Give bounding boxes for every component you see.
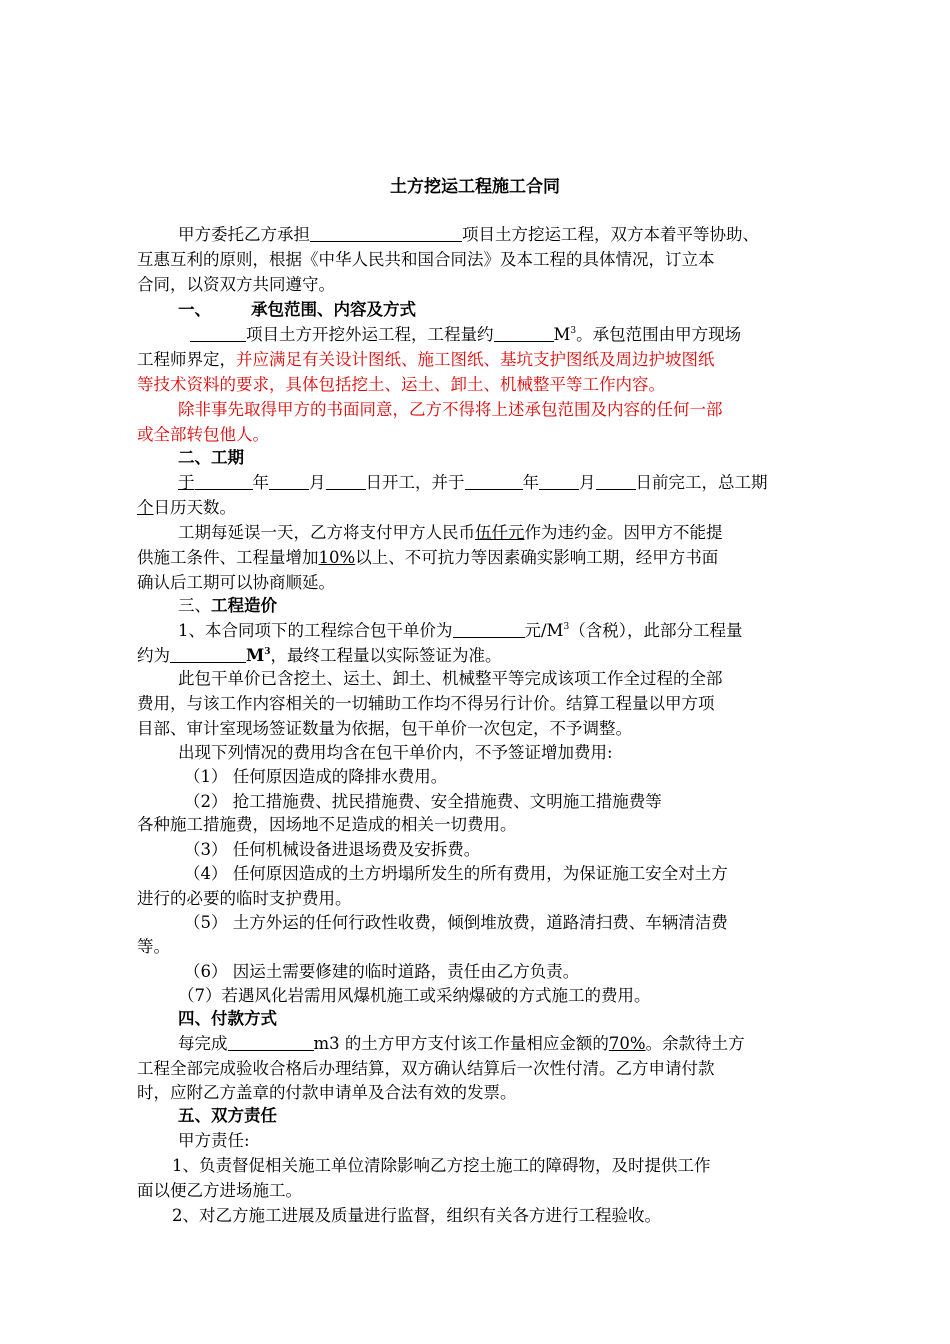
section-2-line-2: 个日历天数。 [137,498,236,517]
section-1-line-2: 工程师界定，并应满足有关设计图纸、施工图纸、基坑支护图纸及周边护坡图纸 [137,350,715,369]
section-2-para-2-line-3: 确认后工期可以协商顺延。 [137,573,335,592]
section-3-item-7: （7）若遇风化岩需用风爆机施工或采纳爆破的方式施工的费用。 [178,986,651,1005]
section-3-heading: 三、工程造价 [178,596,277,615]
section-3-item-5-line-2: 等。 [137,937,170,956]
section-3-line-1: 1、本合同项下的工程综合包干单价为 元$/M^3$（含税），此部分工程量 [178,621,743,640]
section-3-line-2: 约为 $M^3$，最终工程量以实际签证为准。 [137,646,502,665]
section-3-item-2-line-2: 各种施工措施费，因场地不足造成的相关一切费用。 [137,815,517,834]
intro-line-2: 互惠互利的原则，根据《中华人民共和国合同法》及本工程的具体情况，订立本 [137,250,715,269]
section-3-item-1: （1） 任何原因造成的降排水费用。 [184,767,448,786]
section-2-heading: 二、工期 [178,448,244,467]
intro-line-3: 合同，以资双方共同遵守。 [137,275,335,294]
section-1-line-5: 或全部转包他人。 [137,425,269,444]
project-blank [190,323,246,342]
section-3-para-2-line-1: 此包干单价已含挖土、运土、卸土、机械整平等完成该项工作全过程的全部 [178,669,723,688]
section-4-line-2: 工程全部完成验收合格后办理结算，双方确认结算后一次性付清。乙方申请付款 [137,1059,715,1078]
section-1-heading: 一、 承包范围、内容及方式 [178,300,416,319]
section-1-line-4: 除非事先取得甲方的书面同意，乙方不得将上述承包范围及内容的任何一部 [178,400,723,419]
volume-blank [170,644,246,663]
section-2-para-2-line-2: 供施工条件、工程量增加10%以上、不可抗力等因素确实影响工期，经甲方书面 [137,548,719,567]
section-3-para-2-line-2: 费用，与该工作内容相关的一切辅助工作均不得另行计价。结算工程量以甲方项 [137,694,715,713]
section-3-item-4-line-1: （4） 任何原因造成的土方坍塌所发生的所有费用，为保证施工安全对土方 [184,864,728,883]
section-3-item-2-line-1: （2） 抢工措施费、扰民措施费、安全措施费、文明施工措施费等 [184,792,662,811]
party-a-duty-2: 2、对乙方施工进展及质量进行监督，组织有关各方进行工程验收。 [172,1206,661,1225]
section-3-item-6: （6） 因运土需要修建的临时道路，责任由乙方负责。 [184,962,580,981]
section-1-line-1: 项目土方开挖外运工程，工程量约 $M^3$。承包范围由甲方现场 [190,323,820,347]
party-a-duty-1-line-2: 面以便乙方进场施工。 [137,1181,302,1200]
party-a-duty-1-line-1: 1、负责督促相关施工单位清除影响乙方挖土施工的障碍物，及时提供工作 [172,1156,711,1175]
intro-line-1: 甲方委托乙方承担 项目土方挖运工程，双方本着平等协助、 [178,225,759,244]
unit-price-blank [453,619,525,638]
section-4-line-3: 时，应附乙方盖章的付款申请单及合法有效的发票。 [137,1083,517,1102]
document-title: 土方挖运工程施工合同 [390,177,560,197]
section-5-heading: 五、双方责任 [178,1106,277,1125]
section-3-item-5-line-1: （5） 土方外运的任何行政性收费，倾倒堆放费，道路清扫费、车辆清洁费 [184,913,728,932]
quantity-blank [494,323,554,342]
section-3-para-2-line-3: 目部、审计室现场签证数量为依据，包干单价一次包定，不予调整。 [137,719,632,738]
section-3-item-4-line-2: 进行的必要的临时支护费用。 [137,889,352,908]
party-a-heading: 甲方责任: [178,1131,250,1150]
section-4-heading: 四、付款方式 [178,1009,277,1028]
section-3-para-3: 出现下列情况的费用均含在包干单价内，不予签证增加费用: [178,743,613,762]
section-1-line-3: 等技术资料的要求，具体包括挖土、运土、卸土、机械整平等工作内容。 [137,375,665,394]
section-4-line-1: 每完成 m3 的土方甲方支付该工作量相应金额的70%。余款待土方 [178,1034,745,1053]
section-3-item-3: （3） 任何机械设备进退场费及安拆费。 [184,840,481,859]
section-2-line-1: 于 年 月 日开工，并于 年 月 日前完工，总工期 [178,473,768,492]
volume-installment-blank [228,1032,314,1051]
section-2-para-2-line-1: 工期每延误一天，乙方将支付甲方人民币伍仟元作为违约金。因甲方不能提 [178,523,723,542]
project-name-blank [310,223,462,242]
